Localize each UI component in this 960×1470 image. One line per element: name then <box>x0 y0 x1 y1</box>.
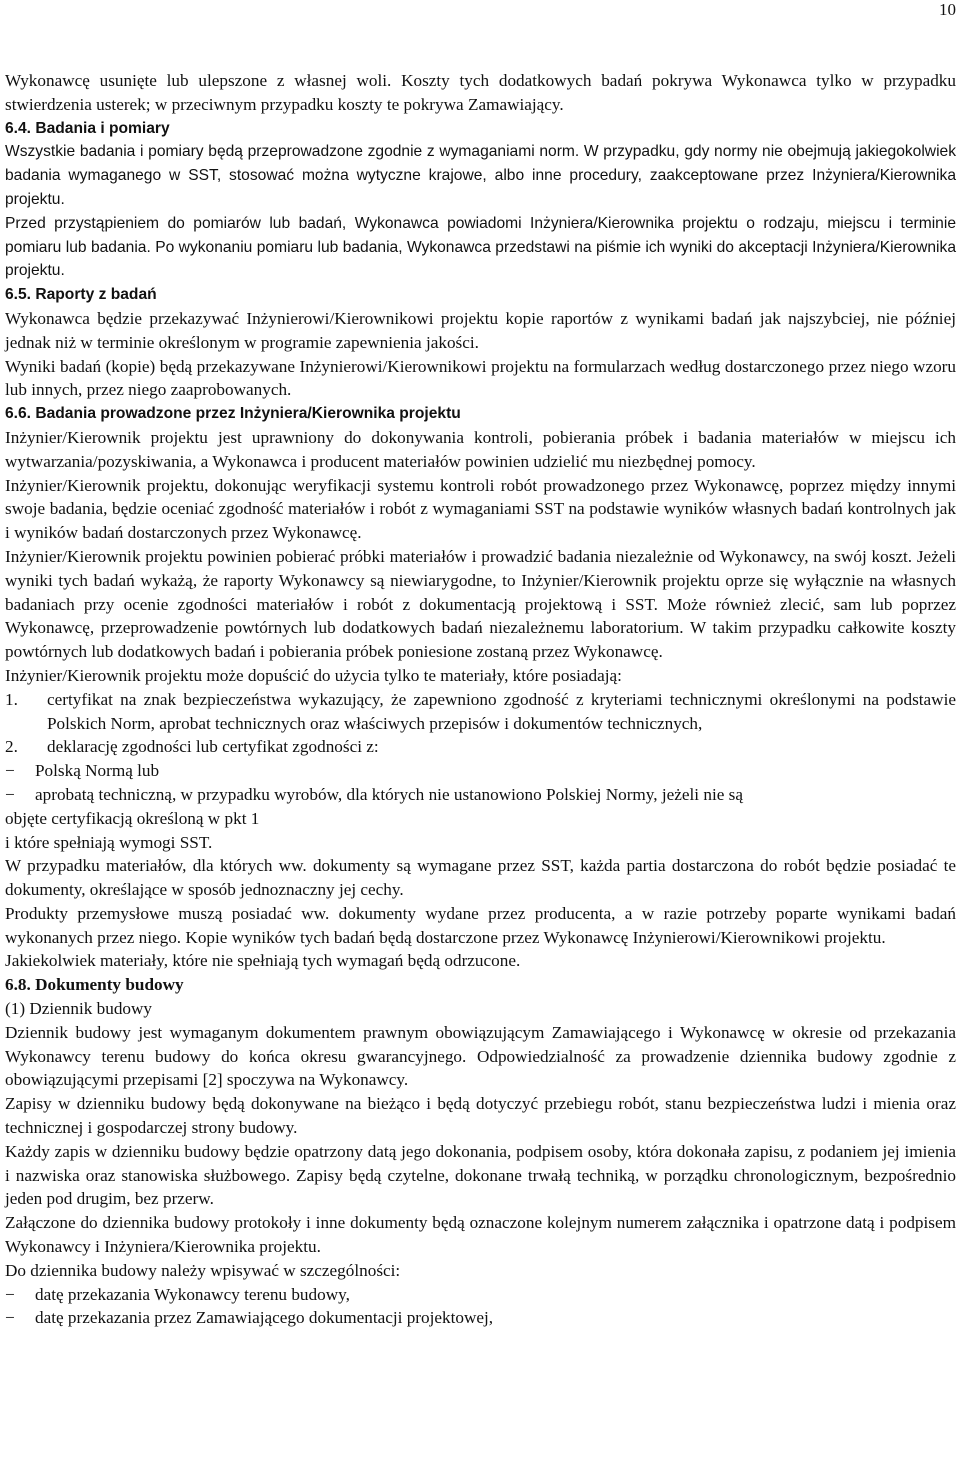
dash-bullet: − <box>5 761 15 781</box>
list-item-text: certyfikat na znak bezpieczeństwa wykazujący, że zapewniono zgodność z kryteriami technicznymi określonymi na podstawie Polskich Norm, aprobat technicznych oraz właściwych przepisów i dokumentów technicznych, <box>47 689 956 733</box>
paragraph: Wyniki badań (kopie) będą przekazywane Inżynierowi/Kierownikowi projektu na formularzach według dostarczonego przez niego wzoru lub innych, przez niego zaaprobowanych. <box>5 356 956 400</box>
paragraph: Dziennik budowy jest wymaganym dokumentem prawnym obowiązującym Zamawiającego i Wykonawcę w okresie od przekazania Wykonawcy terenu budowy do końca okresu gwarancyjnego. Odpowiedzialność za prowadzenie dziennika budowy zgodnie z obowiązującymi przepisami [2] spoczywa na Wykonawcy. <box>5 1022 956 1090</box>
paragraph: Załączone do dziennika budowy protokoły i inne dokumenty będą oznaczone kolejnym numerem załącznika i opatrzone datą i podpisem Wykonawcy i Inżyniera/Kierownika projektu. <box>5 1213 956 1257</box>
document-body <box>5 69 956 1330</box>
paragraph: Wszystkie badania i pomiary będą przeprowadzone zgodnie z wymaganiami norm. W przypadku, gdy normy nie obejmują jakiegokolwiek badania wymaganego w SST, stosować można wytyczne krajowe, albo inne procedury, zaakceptowane przez Inżyniera/Kierownika projektu. <box>5 143 956 208</box>
section-heading-6-6: 6.6. Badania prowadzone przez Inżyniera/Kierownika projektu <box>5 405 461 423</box>
paragraph: Jakiekolwiek materiały, które nie spełniają tych wymagań będą odrzucone. <box>5 951 521 971</box>
paragraph: i które spełniają wymogi SST. <box>5 832 213 852</box>
dash-list-item <box>5 783 956 807</box>
paragraph: Inżynier/Kierownik projektu powinien pobierać próbki materiałów i prowadzić badania niezależnie od Wykonawcy, na swój koszt. Jeżeli wyniki tych badań wykażą, że raporty Wykonawcy są niewiarygodne, to Inżynier/Kierownik projektu oprze się wyłącznie na własnych badaniach przy ocenie zgodności materiałów i robót z dokumentacją projektową i SST. Może również zlecić, sam lub poprzez Wykonawcę, przeprowadzenie powtórnych lub dodatkowych badań niezależnemu laboratorium. W takim przypadku całkowite koszty powtórnych lub dodatkowych badań i pobierania próbek poniesione zostaną przez Wykonawcę. <box>5 546 956 662</box>
paragraph: Przed przystąpieniem do pomiarów lub badań, Wykonawca powiadomi Inżyniera/Kierownika projektu o rodzaju, miejscu i terminie pomiaru lub badania. Po wykonaniu pomiaru lub badania, Wykonawca przedstawi na piśmie ich wyniki do akceptacji Inżyniera/Kierownika projektu. <box>5 214 956 280</box>
dash-list-item <box>5 1283 956 1307</box>
paragraph: Każdy zapis w dzienniku budowy będzie opatrzony datą jego dokonania, podpisem osoby, która dokonała zapisu, z podaniem jej imienia i nazwiska oraz stanowiska służbowego. Zapisy będą czytelne, dokonane trwałą techniką, w porządku chronologicznym, bezpośrednio jeden pod drugim, bez przerw. <box>5 1141 956 1209</box>
paragraph: Inżynier/Kierownik projektu, dokonując weryfikacji systemu kontroli robót prowadzonego przez Wykonawcę, poprzez między innymi swoje badania, będzie oceniać zgodność materiałów i robót z wymaganiami SST na podstawie wyników własnych badań kontrolnych jak i wyników badań dostarczonych przez Wykonawcę. <box>5 475 956 543</box>
list-number: 1. <box>5 689 18 709</box>
page-number: 10 <box>939 0 956 19</box>
paragraph: Wykonawca będzie przekazywać Inżynierowi/Kierownikowi projektu kopie raportów z wynikami badań jak najszybciej, nie później jednak niż w terminie określonym w programie zapewnienia jakości. <box>5 308 956 352</box>
dash-bullet: − <box>5 1308 15 1328</box>
paragraph: Zapisy w dzienniku budowy będą dokonywane na bieżąco i będą dotyczyć przebiegu robót, stanu bezpieczeństwa ludzi i mienia oraz technicznej i gospodarczej strony budowy. <box>5 1094 956 1138</box>
list-item-text: datę przekazania przez Zamawiającego dokumentacji projektowej, <box>35 1308 494 1328</box>
list-item-text: aprobatą techniczną, w przypadku wyrobów, dla których nie ustanowiono Polskiej Normy, jeżeli nie są <box>35 784 743 804</box>
section-heading-6-4: 6.4. Badania i pomiary <box>5 119 170 137</box>
section-heading-6-8: 6.8. Dokumenty budowy <box>5 975 184 995</box>
paragraph: W przypadku materiałów, dla których ww. dokumenty są wymagane przez SST, każda partia dostarczona do robót będzie posiadać te dokumenty, określające w sposób jednoznaczny jej cechy. <box>5 856 956 900</box>
paragraph: Produkty przemysłowe muszą posiadać ww. dokumenty wydane przez producenta, a w razie potrzeby poparte wynikami badań wykonanych przez niego. Kopie wyników tych badań będą dostarczone przez Wykonawcę Inżynierowi/Kierownikowi projektu. <box>5 903 956 947</box>
numbered-list-item <box>5 688 956 736</box>
paragraph: Wykonawcę usunięte lub ulepszone z własnej woli. Koszty tych dodatkowych badań pokrywa Wykonawca tylko w przypadku stwierdzenia usterek; w przeciwnym przypadku koszty te pokrywa Zamawiający. <box>5 71 956 114</box>
paragraph: objęte certyfikacją określoną w pkt 1 <box>5 808 260 828</box>
list-item-text: Polską Normą lub <box>35 761 160 781</box>
paragraph: Inżynier/Kierownik projektu jest uprawniony do dokonywania kontroli, pobierania próbek i badania materiałów w miejscu ich wytwarzania/pozyskiwania, a Wykonawca i producent materiałów powinien udzielić mu niezbędnej pomocy. <box>5 427 956 471</box>
dash-bullet: − <box>5 1284 15 1304</box>
list-item-text: datę przekazania Wykonawcy terenu budowy, <box>35 1284 350 1304</box>
dash-list-item <box>5 759 956 783</box>
paragraph: Do dziennika budowy należy wpisywać w szczególności: <box>5 1260 401 1280</box>
subheading: (1) Dziennik budowy <box>5 999 153 1019</box>
section-heading-6-5: 6.5. Raporty z badań <box>5 286 157 304</box>
list-number: 2. <box>5 737 18 757</box>
paragraph: Inżynier/Kierownik projektu może dopuścić do użycia tylko te materiały, które posiadają: <box>5 665 622 685</box>
list-item-text: deklarację zgodności lub certyfikat zgodności z: <box>47 737 379 757</box>
dash-list-item <box>5 1306 956 1330</box>
numbered-list-item <box>5 735 956 759</box>
dash-bullet: − <box>5 784 15 804</box>
